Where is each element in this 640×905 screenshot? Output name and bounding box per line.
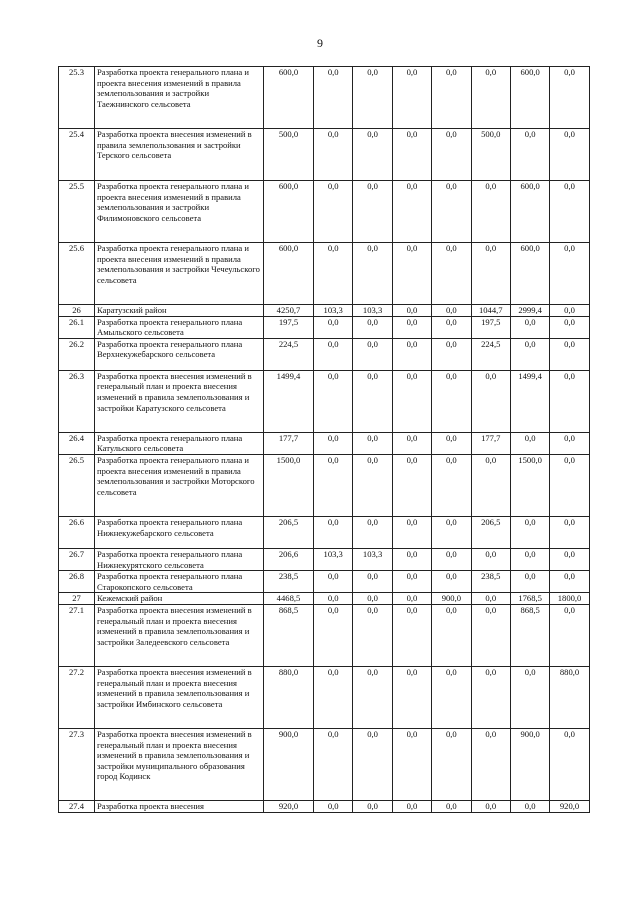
row-total: 600,0 <box>264 67 314 129</box>
row-value: 0,0 <box>353 666 392 728</box>
row-value: 1500,0 <box>510 454 549 516</box>
row-value: 0,0 <box>314 516 353 548</box>
row-value: 0,0 <box>471 593 510 605</box>
row-value: 0,0 <box>550 728 589 800</box>
row-value: 197,5 <box>471 316 510 338</box>
row-value: 0,0 <box>471 728 510 800</box>
row-value: 0,0 <box>432 800 471 812</box>
row-code: 27.2 <box>59 666 95 728</box>
row-value: 0,0 <box>432 67 471 129</box>
row-name: Разработка проекта внесения изменений в генеральный план и проекта внесения изменений в правила землепользования и застройки муниципального образования город Кодинск <box>95 728 264 800</box>
row-value: 600,0 <box>510 67 549 129</box>
table-row <box>59 548 590 570</box>
row-value: 0,0 <box>353 454 392 516</box>
row-value: 0,0 <box>392 370 431 432</box>
row-value: 0,0 <box>432 548 471 570</box>
row-value: 103,3 <box>314 305 353 317</box>
row-value: 0,0 <box>392 243 431 305</box>
table-row <box>59 516 590 548</box>
row-value: 0,0 <box>392 593 431 605</box>
row-value: 0,0 <box>314 181 353 243</box>
row-value: 0,0 <box>392 338 431 370</box>
row-value: 0,0 <box>392 67 431 129</box>
row-value: 0,0 <box>314 129 353 181</box>
row-value: 0,0 <box>314 67 353 129</box>
row-name: Каратузский район <box>95 305 264 317</box>
row-value: 0,0 <box>432 181 471 243</box>
row-total: 920,0 <box>264 800 314 812</box>
row-value: 238,5 <box>471 571 510 593</box>
row-value: 0,0 <box>353 338 392 370</box>
row-value: 0,0 <box>392 800 431 812</box>
row-value: 0,0 <box>314 316 353 338</box>
row-code: 26.6 <box>59 516 95 548</box>
row-name: Разработка проекта внесения изменений в генеральный план и проекта внесения изменений в правила землепользования и застройки Заледеевского сельсовета <box>95 604 264 666</box>
row-value: 0,0 <box>353 604 392 666</box>
budget-table <box>58 66 590 813</box>
table-row <box>59 67 590 129</box>
row-value: 0,0 <box>314 571 353 593</box>
row-value: 0,0 <box>392 454 431 516</box>
row-value: 0,0 <box>550 338 589 370</box>
row-value: 0,0 <box>353 316 392 338</box>
row-value: 0,0 <box>314 432 353 454</box>
row-value: 0,0 <box>314 593 353 605</box>
row-value: 0,0 <box>432 243 471 305</box>
row-value: 920,0 <box>550 800 589 812</box>
row-name: Разработка проекта генерального плана Катульского сельсовета <box>95 432 264 454</box>
table-row <box>59 316 590 338</box>
row-value: 0,0 <box>432 604 471 666</box>
row-value: 0,0 <box>432 454 471 516</box>
row-value: 0,0 <box>550 129 589 181</box>
row-value: 0,0 <box>314 370 353 432</box>
page-number: 9 <box>317 36 323 50</box>
row-value: 0,0 <box>314 454 353 516</box>
row-value: 600,0 <box>510 243 549 305</box>
row-code: 26.8 <box>59 571 95 593</box>
row-total: 197,5 <box>264 316 314 338</box>
row-value: 0,0 <box>432 666 471 728</box>
row-value: 0,0 <box>353 181 392 243</box>
row-value: 0,0 <box>510 516 549 548</box>
row-value: 0,0 <box>471 666 510 728</box>
table-row <box>59 129 590 181</box>
row-value: 206,5 <box>471 516 510 548</box>
row-value: 0,0 <box>471 800 510 812</box>
row-total: 1499,4 <box>264 370 314 432</box>
row-value: 0,0 <box>432 316 471 338</box>
row-value: 0,0 <box>550 370 589 432</box>
row-value: 0,0 <box>432 338 471 370</box>
row-value: 0,0 <box>432 516 471 548</box>
row-value: 0,0 <box>510 338 549 370</box>
row-value: 0,0 <box>510 800 549 812</box>
row-value: 0,0 <box>550 181 589 243</box>
row-value: 0,0 <box>353 800 392 812</box>
row-value: 0,0 <box>432 571 471 593</box>
row-value: 0,0 <box>432 129 471 181</box>
row-value: 0,0 <box>392 548 431 570</box>
table-row <box>59 728 590 800</box>
row-total: 500,0 <box>264 129 314 181</box>
row-total: 1500,0 <box>264 454 314 516</box>
table-row <box>59 604 590 666</box>
row-value: 0,0 <box>510 666 549 728</box>
row-code: 26.4 <box>59 432 95 454</box>
row-name: Разработка проекта генерального плана и проекта внесения изменений в правила землепользования и застройки Моторского сельсовета <box>95 454 264 516</box>
row-value: 0,0 <box>353 370 392 432</box>
row-value: 0,0 <box>392 516 431 548</box>
table-row <box>59 432 590 454</box>
row-total: 206,6 <box>264 548 314 570</box>
row-value: 880,0 <box>550 666 589 728</box>
table-row <box>59 243 590 305</box>
row-value: 1499,4 <box>510 370 549 432</box>
row-value: 0,0 <box>550 316 589 338</box>
row-value: 0,0 <box>550 243 589 305</box>
row-value: 0,0 <box>510 548 549 570</box>
row-name: Разработка проекта внесения изменений в генеральный план и проекта внесения изменений в правила землепользования и застройки Каратузского сельсовета <box>95 370 264 432</box>
row-name: Разработка проекта генерального плана и проекта внесения изменений в правила землепользования и застройки Таежнинского сельсовета <box>95 67 264 129</box>
row-total: 177,7 <box>264 432 314 454</box>
row-value: 0,0 <box>314 243 353 305</box>
row-value: 868,5 <box>510 604 549 666</box>
row-value: 0,0 <box>353 571 392 593</box>
row-value: 0,0 <box>471 548 510 570</box>
row-code: 26.3 <box>59 370 95 432</box>
row-value: 0,0 <box>353 516 392 548</box>
row-code: 25.5 <box>59 181 95 243</box>
row-value: 0,0 <box>432 370 471 432</box>
row-value: 0,0 <box>392 571 431 593</box>
row-value: 0,0 <box>314 728 353 800</box>
row-value: 103,3 <box>353 305 392 317</box>
row-total: 600,0 <box>264 181 314 243</box>
row-code: 25.3 <box>59 67 95 129</box>
row-value: 0,0 <box>353 728 392 800</box>
row-total: 880,0 <box>264 666 314 728</box>
row-name: Разработка проекта внесения изменений в правила землепользования и застройки Терского сельсовета <box>95 129 264 181</box>
row-value: 0,0 <box>314 800 353 812</box>
row-value: 0,0 <box>353 432 392 454</box>
row-value: 0,0 <box>392 305 431 317</box>
row-value: 0,0 <box>471 243 510 305</box>
row-value: 0,0 <box>510 432 549 454</box>
row-value: 0,0 <box>353 67 392 129</box>
row-code: 27 <box>59 593 95 605</box>
row-code: 26.5 <box>59 454 95 516</box>
row-value: 0,0 <box>471 604 510 666</box>
row-name: Разработка проекта генерального плана и проекта внесения изменений в правила землепользования и застройки Филимоновского сельсовета <box>95 181 264 243</box>
row-code: 25.6 <box>59 243 95 305</box>
row-value: 0,0 <box>550 571 589 593</box>
row-value: 103,3 <box>353 548 392 570</box>
row-value: 0,0 <box>510 316 549 338</box>
row-name: Разработка проекта генерального плана и проекта внесения изменений в правила землепользования и застройки Чечеульского сельсовета <box>95 243 264 305</box>
row-value: 0,0 <box>392 432 431 454</box>
row-total: 600,0 <box>264 243 314 305</box>
row-value: 177,7 <box>471 432 510 454</box>
row-value: 0,0 <box>471 67 510 129</box>
row-value: 0,0 <box>392 129 431 181</box>
row-value: 0,0 <box>392 728 431 800</box>
table-row <box>59 338 590 370</box>
row-code: 26.2 <box>59 338 95 370</box>
row-value: 0,0 <box>550 454 589 516</box>
table-row <box>59 181 590 243</box>
row-total: 4250,7 <box>264 305 314 317</box>
row-value: 103,3 <box>314 548 353 570</box>
table-row <box>59 593 590 605</box>
table-row <box>59 370 590 432</box>
table-row <box>59 571 590 593</box>
row-value: 0,0 <box>392 666 431 728</box>
row-code: 27.3 <box>59 728 95 800</box>
row-value: 0,0 <box>550 432 589 454</box>
row-value: 0,0 <box>550 305 589 317</box>
row-value: 0,0 <box>550 516 589 548</box>
row-value: 0,0 <box>353 243 392 305</box>
row-value: 0,0 <box>392 604 431 666</box>
row-name: Разработка проекта генерального плана Старокопского сельсовета <box>95 571 264 593</box>
row-value: 0,0 <box>392 181 431 243</box>
table-row <box>59 666 590 728</box>
row-value: 0,0 <box>432 728 471 800</box>
row-value: 1800,0 <box>550 593 589 605</box>
row-value: 0,0 <box>550 67 589 129</box>
row-code: 26 <box>59 305 95 317</box>
row-value: 0,0 <box>353 593 392 605</box>
table-row <box>59 305 590 317</box>
table-row <box>59 454 590 516</box>
row-code: 26.7 <box>59 548 95 570</box>
row-value: 2999,4 <box>510 305 549 317</box>
row-name: Разработка проекта генерального плана Верхнекужебарского сельсовета <box>95 338 264 370</box>
row-total: 900,0 <box>264 728 314 800</box>
row-name: Разработка проекта внесения <box>95 800 264 812</box>
row-code: 27.1 <box>59 604 95 666</box>
row-value: 600,0 <box>510 181 549 243</box>
row-value: 0,0 <box>550 548 589 570</box>
row-value: 0,0 <box>510 129 549 181</box>
row-value: 0,0 <box>471 370 510 432</box>
row-total: 224,5 <box>264 338 314 370</box>
row-value: 0,0 <box>471 181 510 243</box>
row-total: 238,5 <box>264 571 314 593</box>
row-name: Разработка проекта внесения изменений в генеральный план и проекта внесения изменений в правила землепользования и застройки Имбинского сельсовета <box>95 666 264 728</box>
row-value: 0,0 <box>314 604 353 666</box>
row-value: 224,5 <box>471 338 510 370</box>
row-value: 0,0 <box>314 338 353 370</box>
row-code: 26.1 <box>59 316 95 338</box>
row-value: 0,0 <box>510 571 549 593</box>
row-value: 0,0 <box>471 454 510 516</box>
row-value: 0,0 <box>392 316 431 338</box>
table-row <box>59 800 590 812</box>
row-value: 1768,5 <box>510 593 549 605</box>
row-name: Разработка проекта генерального плана Нижнекужебарского сельсовета <box>95 516 264 548</box>
row-value: 0,0 <box>353 129 392 181</box>
row-value: 0,0 <box>432 432 471 454</box>
row-name: Кежемский район <box>95 593 264 605</box>
row-name: Разработка проекта генерального плана Амыльского сельсовета <box>95 316 264 338</box>
row-total: 206,5 <box>264 516 314 548</box>
row-value: 0,0 <box>432 305 471 317</box>
row-value: 0,0 <box>314 666 353 728</box>
row-total: 868,5 <box>264 604 314 666</box>
row-code: 27.4 <box>59 800 95 812</box>
row-value: 1044,7 <box>471 305 510 317</box>
row-value: 900,0 <box>510 728 549 800</box>
row-value: 0,0 <box>550 604 589 666</box>
row-name: Разработка проекта генерального плана Нижнекурятского сельсовета <box>95 548 264 570</box>
row-total: 4468,5 <box>264 593 314 605</box>
row-code: 25.4 <box>59 129 95 181</box>
row-value: 900,0 <box>432 593 471 605</box>
row-value: 500,0 <box>471 129 510 181</box>
